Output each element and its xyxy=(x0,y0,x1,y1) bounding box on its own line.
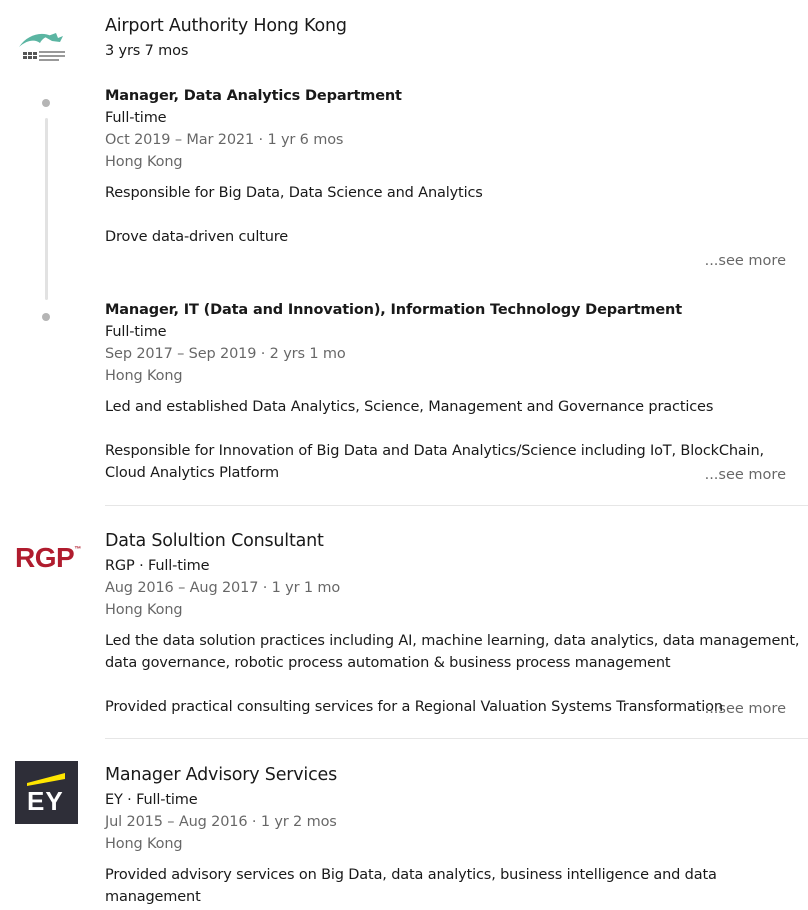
role-description: Drove data-driven culture xyxy=(105,229,289,245)
role-description: management xyxy=(105,889,201,905)
role-location: Hong Kong xyxy=(105,602,183,618)
role-description: Cloud Analytics Platform xyxy=(105,465,280,481)
company-employment-type: RGP · Full-time xyxy=(105,558,210,574)
see-more-button[interactable]: ...see more xyxy=(704,701,786,717)
role-dates: Oct 2019 – Mar 2021 · 1 yr 6 mos xyxy=(105,132,344,148)
company-employment-type: EY · Full-time xyxy=(105,792,198,808)
company-duration: 3 yrs 7 mos xyxy=(105,43,189,59)
role-location: Hong Kong xyxy=(105,368,183,384)
see-more-button[interactable]: ...see more xyxy=(704,467,786,483)
role-title[interactable]: Manager, Data Analytics Department xyxy=(105,88,402,104)
aahk-logo-icon xyxy=(15,25,75,65)
ey-logo[interactable] xyxy=(15,761,78,824)
position-title[interactable]: Data Solultion Consultant xyxy=(105,531,324,551)
company-name-aahk[interactable]: Airport Authority Hong Kong xyxy=(105,16,347,36)
role-description: Responsible for Innovation of Big Data and Data Analytics/Science including IoT, BlockChain, xyxy=(105,443,765,459)
role-description: Led the data solution practices including AI, machine learning, data analytics, data management, xyxy=(105,633,800,649)
timeline-dot xyxy=(42,313,50,321)
rgp-logo[interactable]: RGP™ xyxy=(15,542,81,573)
divider xyxy=(105,505,808,506)
role-dates: Sep 2017 – Sep 2019 · 2 yrs 1 mo xyxy=(105,346,346,362)
role-title[interactable]: Manager, IT (Data and Innovation), Information Technology Department xyxy=(105,302,682,318)
role-description: Provided advisory services on Big Data, data analytics, business intelligence and data xyxy=(105,867,717,883)
role-description: Responsible for Big Data, Data Science and Analytics xyxy=(105,185,483,201)
role-dates: Jul 2015 – Aug 2016 · 1 yr 2 mos xyxy=(105,814,337,830)
role-description: data governance, robotic process automation & business process management xyxy=(105,655,671,671)
position-title[interactable]: Manager Advisory Services xyxy=(105,765,337,785)
timeline-line xyxy=(45,118,48,300)
timeline-dot xyxy=(42,99,50,107)
role-dates: Aug 2016 – Aug 2017 · 1 yr 1 mo xyxy=(105,580,341,596)
divider xyxy=(105,738,808,739)
role-location: Hong Kong xyxy=(105,836,183,852)
role-location: Hong Kong xyxy=(105,154,183,170)
ey-logo-text: EY xyxy=(27,786,64,816)
employment-type: Full-time xyxy=(105,110,167,126)
see-more-button[interactable]: ...see more xyxy=(704,253,786,269)
employment-type: Full-time xyxy=(105,324,167,340)
role-description: Led and established Data Analytics, Science, Management and Governance practices xyxy=(105,399,714,415)
role-description: Provided practical consulting services for a Regional Valuation Systems Transformation xyxy=(105,699,723,715)
aahk-logo[interactable] xyxy=(15,25,75,65)
